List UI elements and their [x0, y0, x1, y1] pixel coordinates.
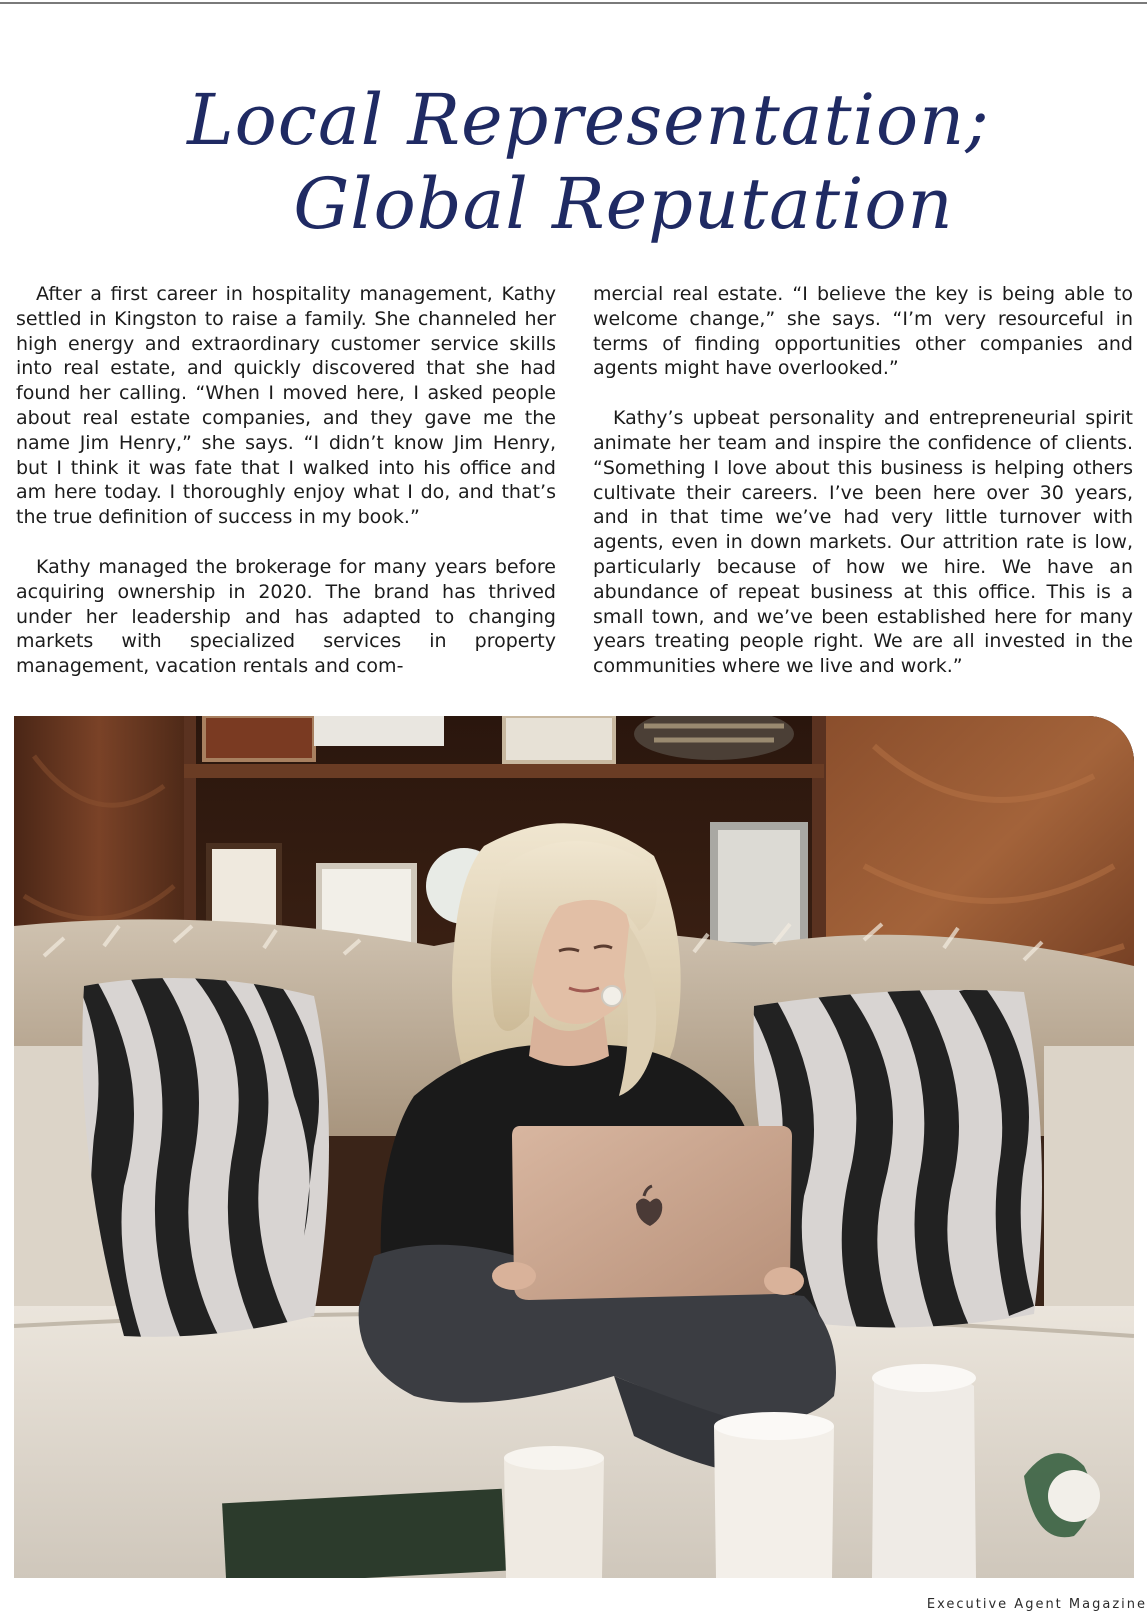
article-column-left: [16, 282, 556, 704]
headline-line-1: Local Representation;: [187, 79, 990, 161]
top-rule: [0, 2, 1147, 4]
article-paragraph: Kathy’s upbeat personality and entrepreneurial spirit animate her team and inspire the confidence of clients. “Something I love about this business is helping others cultivate their careers. I’ve been here over 30 years, and in that time we’ve had very little turnover with agents, even in down markets. Our attrition rate is low, particularly because of how we hire. We have an abundance of repeat business at this office. This is a small town, and we’ve been established here for many years treating people right. We are all invested in the communities where we live and work.”: [593, 407, 1133, 678]
article-paragraph: Kathy managed the brokerage for many years before acquiring ownership in 2020. The brand has thrived under her leadership and has adapted to changing markets with specialized services in property management, vacation rentals and com-: [16, 555, 556, 678]
feature-photo: [14, 716, 1134, 1578]
headline-line-2: Global Reputation: [293, 163, 954, 245]
headline: [0, 78, 1147, 246]
photo-illustration: [14, 716, 1134, 1578]
publication-footer: Executive Agent Magazine: [926, 1597, 1147, 1612]
article-paragraph: After a first career in hospitality management, Kathy settled in Kingston to raise a family. She channeled her high energy and extraordinary customer service skills into real estate, and quickly discovered that she had found her calling. “When I moved here, I asked people about real estate companies, and they gave me the name Jim Henry,” she says. “I didn’t know Jim Henry, but I think it was fate that I walked into his office and am here today. I thoroughly enjoy what I do, and that’s the true definition of success in my book.”: [16, 283, 556, 529]
article-paragraph: mercial real estate. “I believe the key is being able to welcome change,” she says. “I’m very resourceful in terms of finding opportunities other companies and agents might have overlooked.”: [593, 283, 1133, 380]
article-column-right: [593, 282, 1133, 704]
